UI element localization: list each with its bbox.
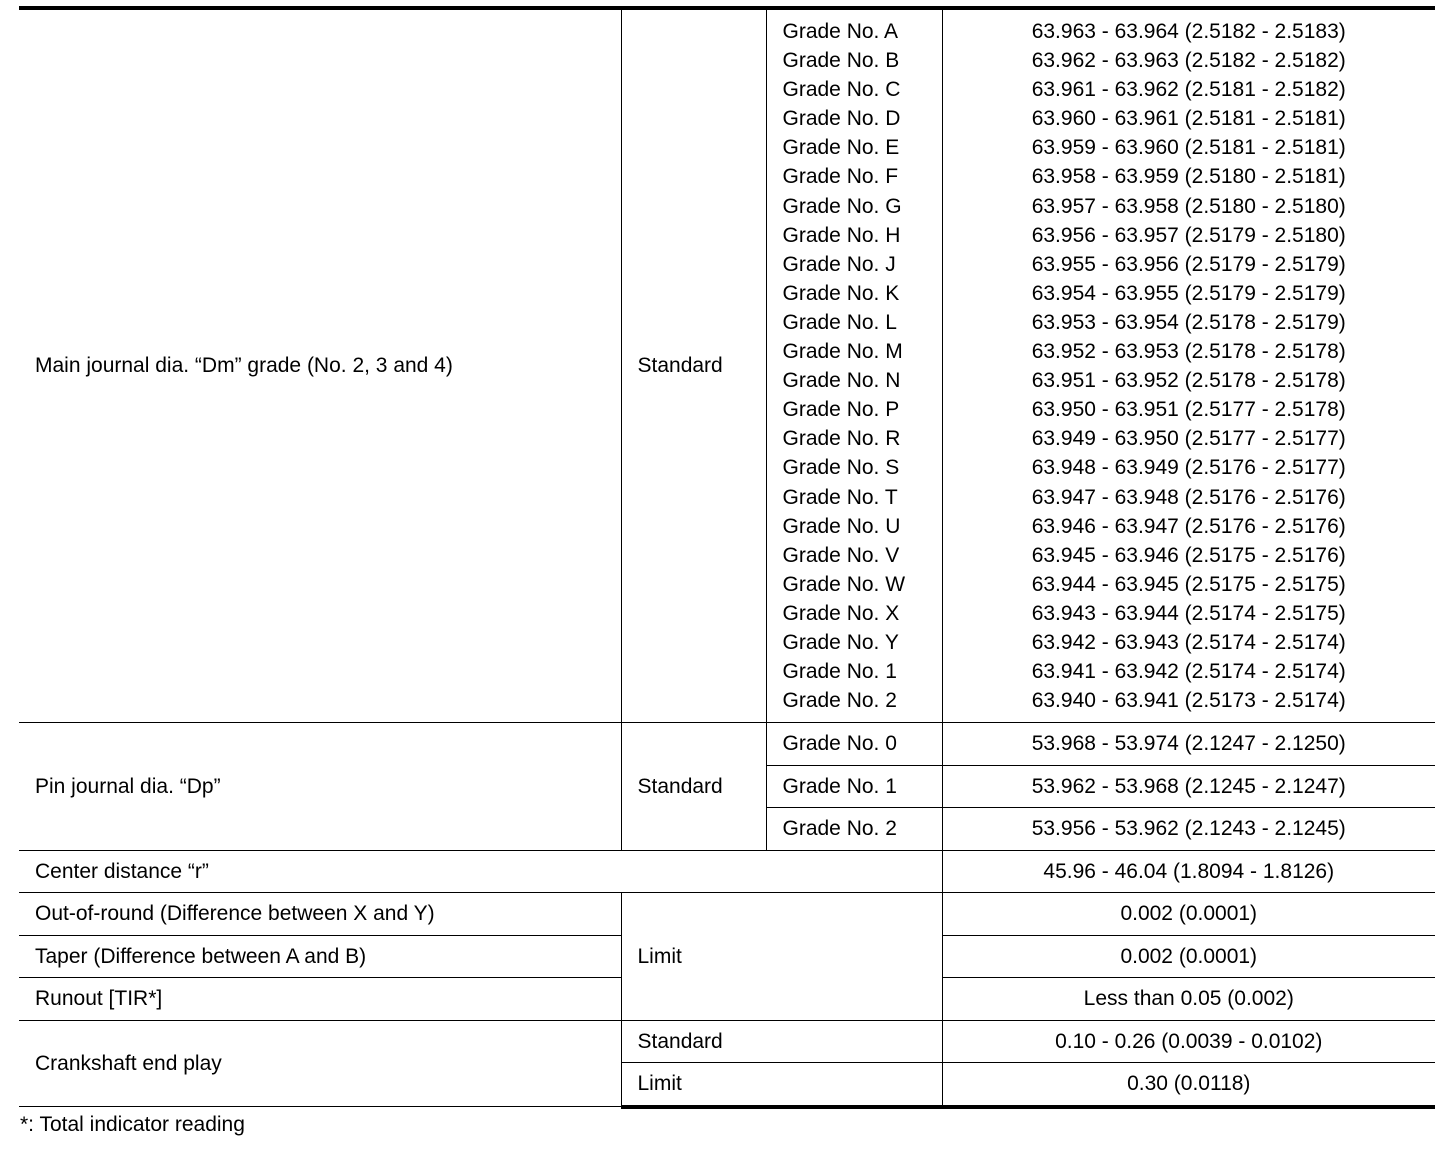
center-distance-row — [19, 850, 1435, 893]
main-journal-value-list — [942, 8, 1435, 723]
main-grade-label: Grade No. R — [782, 427, 901, 451]
end-play-standard-value: 0.10 - 0.26 (0.0039 - 0.0102) — [942, 1020, 1435, 1063]
main-grade-label: Grade No. H — [782, 223, 901, 247]
pin-grade-value: 53.962 - 53.968 (2.1245 - 2.1247) — [942, 765, 1435, 808]
main-grade-label: Grade No. V — [782, 543, 900, 567]
main-grade-label: Grade No. W — [782, 572, 906, 596]
pin-grade-value: 53.956 - 53.962 (2.1243 - 2.1245) — [942, 808, 1435, 851]
end-play-label: Crankshaft end play — [19, 1020, 621, 1107]
main-grade-value: 63.956 - 63.957 (2.5179 - 2.5180) — [1031, 223, 1346, 247]
main-grade-value: 63.959 - 63.960 (2.5181 - 2.5181) — [1031, 136, 1346, 160]
out-of-round-label: Out-of-round (Difference between X and Y) — [19, 893, 621, 936]
main-grade-label: Grade No. P — [782, 398, 900, 422]
limit-category: Limit — [621, 893, 942, 1021]
main-grade-label: Grade No. T — [782, 485, 898, 509]
main-grade-value: 63.947 - 63.948 (2.5176 - 2.5176) — [1031, 485, 1346, 509]
main-grade-value: 63.949 - 63.950 (2.5177 - 2.5177) — [1031, 427, 1346, 451]
main-journal-category: Standard — [621, 8, 766, 723]
out-of-round-row — [19, 893, 1435, 936]
main-journal-row — [19, 8, 1435, 723]
main-grade-label: Grade No. F — [782, 165, 899, 189]
out-of-round-value: 0.002 (0.0001) — [942, 893, 1435, 936]
main-grade-label: Grade No. 1 — [782, 660, 897, 684]
main-journal-label: Main journal dia. “Dm” grade (No. 2, 3 and 4) — [19, 8, 621, 723]
main-grade-label: Grade No. 2 — [782, 689, 897, 713]
main-journal-grade-list — [766, 8, 942, 723]
center-distance-value: 45.96 - 46.04 (1.8094 - 1.8126) — [942, 850, 1435, 893]
main-grade-label: Grade No. M — [782, 340, 903, 364]
main-grade-label: Grade No. L — [782, 310, 897, 334]
main-grade-value: 63.954 - 63.955 (2.5179 - 2.5179) — [1031, 281, 1346, 305]
end-play-standard-label: Standard — [621, 1020, 942, 1063]
main-grade-value: 63.943 - 63.944 (2.5174 - 2.5175) — [1031, 601, 1346, 625]
main-grade-value: 63.960 - 63.961 (2.5181 - 2.5181) — [1031, 107, 1346, 131]
pin-journal-label: Pin journal dia. “Dp” — [19, 723, 621, 851]
main-grade-label: Grade No. X — [782, 601, 900, 625]
main-grade-label: Grade No. K — [782, 281, 900, 305]
main-grade-value: 63.948 - 63.949 (2.5176 - 2.5177) — [1031, 456, 1346, 480]
end-play-limit-label: Limit — [621, 1063, 942, 1107]
pin-journal-row — [19, 723, 1435, 766]
main-grade-label: Grade No. D — [782, 107, 901, 131]
main-grade-value: 63.962 - 63.963 (2.5182 - 2.5182) — [1031, 49, 1346, 73]
main-grade-label: Grade No. U — [782, 514, 901, 538]
main-grade-label: Grade No. N — [782, 369, 901, 393]
pin-grade-label: Grade No. 0 — [766, 723, 942, 766]
end-play-limit-value: 0.30 (0.0118) — [942, 1063, 1435, 1107]
main-grade-value: 63.957 - 63.958 (2.5180 - 2.5180) — [1031, 194, 1346, 218]
main-grade-value: 63.955 - 63.956 (2.5179 - 2.5179) — [1031, 252, 1346, 276]
taper-value: 0.002 (0.0001) — [942, 935, 1435, 978]
main-grade-value: 63.950 - 63.951 (2.5177 - 2.5178) — [1031, 398, 1346, 422]
runout-label: Runout [TIR*] — [19, 978, 621, 1021]
main-grade-value: 63.942 - 63.943 (2.5174 - 2.5174) — [1031, 630, 1346, 654]
pin-grade-label: Grade No. 2 — [766, 808, 942, 851]
main-grade-label: Grade No. A — [782, 20, 899, 43]
main-grade-label: Grade No. G — [782, 194, 902, 218]
taper-label: Taper (Difference between A and B) — [19, 935, 621, 978]
main-grade-value: 63.958 - 63.959 (2.5180 - 2.5181) — [1031, 165, 1346, 189]
main-grade-label: Grade No. S — [782, 456, 900, 480]
main-grade-value: 63.961 - 63.962 (2.5181 - 2.5182) — [1031, 78, 1346, 102]
main-grade-label: Grade No. J — [782, 252, 896, 276]
end-play-standard-row — [19, 1020, 1435, 1063]
runout-value: Less than 0.05 (0.002) — [942, 978, 1435, 1021]
pin-grade-value: 53.968 - 53.974 (2.1247 - 2.1250) — [942, 723, 1435, 766]
pin-journal-category: Standard — [621, 723, 766, 851]
center-distance-label: Center distance “r” — [19, 850, 942, 893]
main-grade-value: 63.952 - 63.953 (2.5178 - 2.5178) — [1031, 340, 1346, 364]
main-grade-value: 63.951 - 63.952 (2.5178 - 2.5178) — [1031, 369, 1346, 393]
main-grade-label: Grade No. B — [782, 49, 900, 73]
main-grade-value: 63.953 - 63.954 (2.5178 - 2.5179) — [1031, 310, 1346, 334]
main-grade-label: Grade No. C — [782, 78, 901, 102]
main-grade-value: 63.940 - 63.941 (2.5173 - 2.5174) — [1031, 689, 1346, 713]
pin-grade-label: Grade No. 1 — [766, 765, 942, 808]
main-grade-label: Grade No. E — [782, 136, 900, 160]
main-grade-value: 63.941 - 63.942 (2.5174 - 2.5174) — [1031, 660, 1346, 684]
main-grade-label: Grade No. Y — [782, 630, 899, 654]
footnote: *: Total indicator reading — [20, 1113, 245, 1136]
main-grade-value: 63.963 - 63.964 (2.5182 - 2.5183) — [1031, 20, 1346, 43]
crankshaft-spec-table — [19, 6, 1435, 1109]
main-grade-value: 63.946 - 63.947 (2.5176 - 2.5176) — [1031, 514, 1346, 538]
main-grade-value: 63.945 - 63.946 (2.5175 - 2.5176) — [1031, 543, 1346, 567]
main-grade-value: 63.944 - 63.945 (2.5175 - 2.5175) — [1031, 572, 1346, 596]
